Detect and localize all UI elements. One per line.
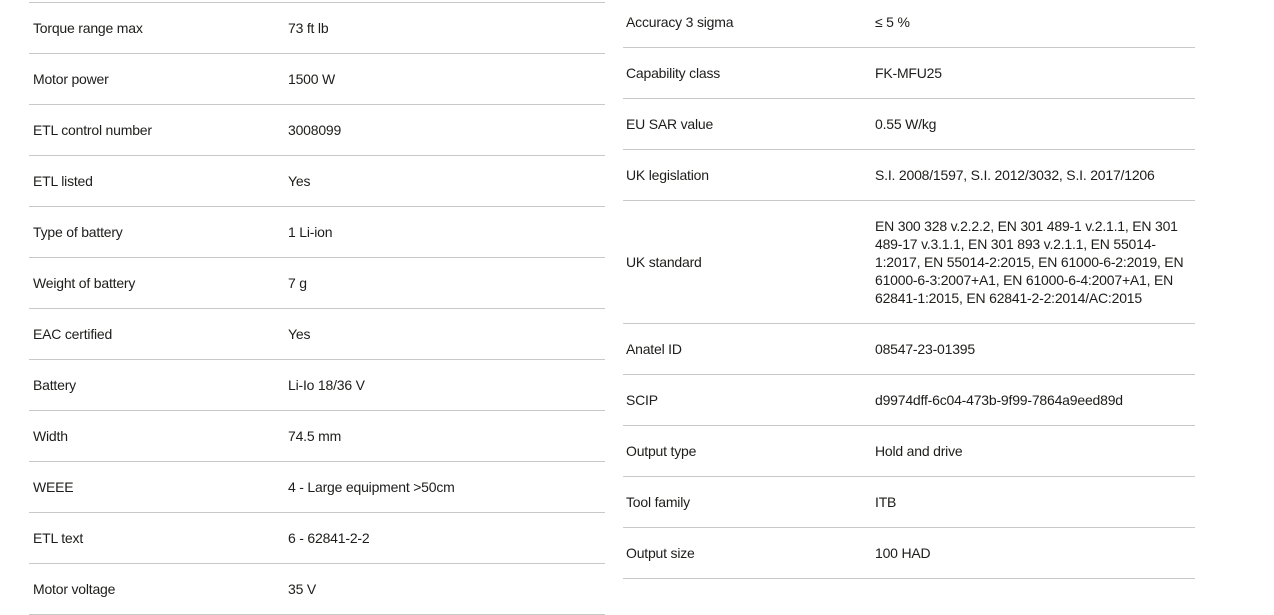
spec-value: EN 300 328 v.2.2.2, EN 301 489-1 v.2.1.1, EN 301 489-17 v.3.1.1, EN 301 893 v.2.1.1, EN 55014-1:2017, EN 55014-2:2015, EN 61000-6-2:2019, EN 61000-6-3:2007+A1, EN 61000-6-4:2007+A1, EN 62841-1:2015, EN 62841-2-2:2014/AC:2015: [875, 218, 1184, 306]
spec-value: ≤ 5 %: [875, 14, 910, 30]
spec-label: Battery: [33, 377, 76, 393]
spec-label: Anatel ID: [626, 341, 682, 357]
spec-value: 100 HAD: [875, 545, 931, 561]
spec-label: ETL listed: [33, 173, 93, 189]
spec-label: EU SAR value: [626, 116, 714, 132]
spec-label: Type of battery: [33, 224, 123, 240]
spec-value: 1 Li-ion: [288, 224, 333, 240]
spec-row: [29, 54, 605, 105]
spec-row: [29, 105, 605, 156]
spec-value: S.I. 2008/1597, S.I. 2012/3032, S.I. 2017/1206: [875, 167, 1155, 183]
spec-label: UK legislation: [626, 167, 709, 183]
spec-label: Weight of battery: [33, 275, 136, 291]
spec-value: 4 - Large equipment >50cm: [288, 479, 455, 495]
spec-label: Output size: [626, 545, 695, 561]
spec-value: 73 ft lb: [288, 20, 329, 36]
spec-row: [623, 99, 1195, 150]
spec-row: [29, 411, 605, 462]
spec-label: EAC certified: [33, 326, 113, 342]
spec-row: [29, 360, 605, 411]
spec-row: [29, 258, 605, 309]
spec-label: WEEE: [33, 479, 74, 495]
spec-row: [623, 528, 1195, 579]
spec-label: SCIP: [626, 392, 658, 408]
spec-label: Motor voltage: [33, 581, 116, 597]
spec-label: UK standard: [626, 254, 702, 270]
spec-row: [29, 3, 605, 54]
spec-value: FK-MFU25: [875, 65, 942, 81]
spec-value: Li-Io 18/36 V: [288, 377, 365, 393]
spec-value: 74.5 mm: [288, 428, 342, 444]
spec-value: Hold and drive: [875, 443, 963, 459]
spec-label: Motor power: [33, 71, 109, 87]
spec-label: Capability class: [626, 65, 721, 81]
spec-label: ETL control number: [33, 122, 152, 138]
spec-label: ETL text: [33, 530, 84, 546]
spec-value: 1500 W: [288, 71, 336, 87]
spec-label: Tool family: [626, 494, 690, 510]
spec-value: 6 - 62841-2-2: [288, 530, 370, 546]
spec-value: 7 g: [288, 275, 307, 291]
spec-table-left: [29, 2, 605, 615]
spec-row: [623, 477, 1195, 528]
spec-row: [623, 324, 1195, 375]
spec-value: d9974dff-6c04-473b-9f99-7864a9eed89d: [875, 392, 1123, 408]
spec-row: [29, 564, 605, 615]
spec-row: [29, 156, 605, 207]
spec-label: Torque range max: [33, 20, 143, 36]
spec-label: Accuracy 3 sigma: [626, 14, 734, 30]
spec-label: Output type: [626, 443, 697, 459]
spec-value: 35 V: [288, 581, 316, 597]
spec-row: [29, 207, 605, 258]
spec-row: [623, 375, 1195, 426]
spec-row: [623, 426, 1195, 477]
spec-row: [623, 150, 1195, 201]
spec-value: Yes: [288, 326, 311, 342]
spec-value: 08547-23-01395: [875, 341, 975, 357]
spec-value: 3008099: [288, 122, 342, 138]
spec-value: 0.55 W/kg: [875, 116, 937, 132]
spec-row: [623, 201, 1195, 324]
spec-label: Width: [33, 428, 68, 444]
spec-table-right: [623, 0, 1195, 579]
spec-value: ITB: [875, 494, 897, 510]
spec-row: [29, 309, 605, 360]
spec-value: Yes: [288, 173, 311, 189]
spec-row: [623, 48, 1195, 99]
spec-row: [29, 462, 605, 513]
spec-row: [29, 513, 605, 564]
spec-row: [623, 0, 1195, 48]
